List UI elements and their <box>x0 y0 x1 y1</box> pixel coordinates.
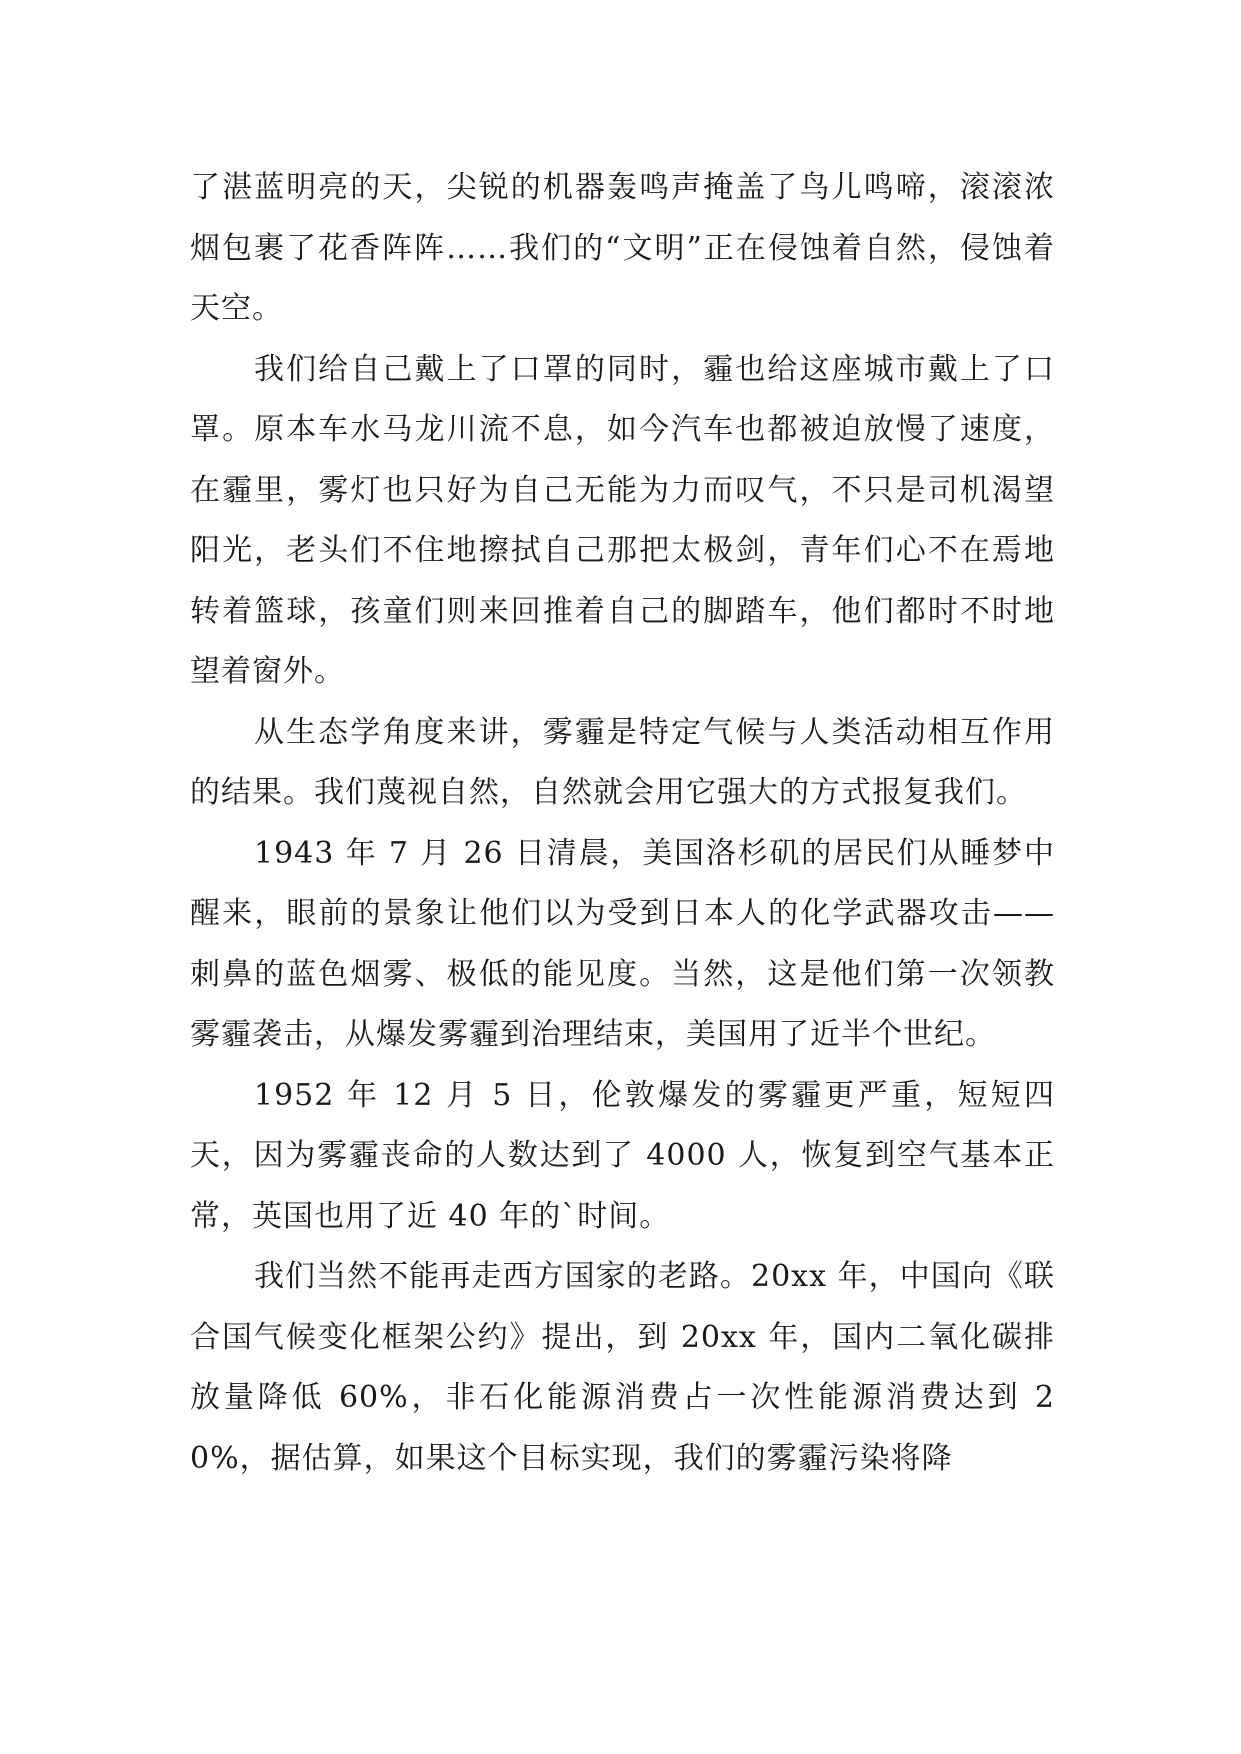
paragraph-china-targets: 我们当然不能再走西方国家的老路。20xx 年，中国向《联合国气候变化框架公约》提出，到 20xx 年，国内二氧化碳排放量降低 60%，非石化能源消费占一次性能源消费达到 20%，据估算，如果这个目标实现，我们的雾霾污染将降 <box>190 1259 1055 1476</box>
paragraph-continuation: 了湛蓝明亮的天，尖锐的机器轰鸣声掩盖了鸟儿鸣啼，滚滚浓烟包裹了花香阵阵……我们的“文明”正在侵蚀着自然，侵蚀着天空。 <box>190 170 1055 326</box>
paragraph-masks: 我们给自己戴上了口罩的同时，霾也给这座城市戴上了口罩。原本车水马龙川流不息，如今汽车也都被迫放慢了速度，在霾里，雾灯也只好为自己无能为力而叹气，不只是司机渴望阳光，老头们不住地擦拭自己那把太极剑，青年们心不在焉地转着篮球，孩童们则来回推着自己的脚踏车，他们都时不时地望着窗外。 <box>190 351 1055 689</box>
paragraph-los-angeles: 1943 年 7 月 26 日清晨，美国洛杉矶的居民们从睡梦中醒来，眼前的景象让他们以为受到日本人的化学武器攻击——刺鼻的蓝色烟雾、极低的能见度。当然，这是他们第一次领教雾霾袭击，从爆发雾霾到治理结束，美国用了近半个世纪。 <box>190 835 1055 1052</box>
paragraph-london: 1952 年 12 月 5 日，伦敦爆发的雾霾更严重，短短四天，因为雾霾丧命的人数达到了 4000 人，恢复到空气基本正常，英国也用了近 40 年的`时间。 <box>190 1077 1055 1234</box>
document-page <box>190 158 1055 1489</box>
paragraph-ecology: 从生态学角度来讲，雾霾是特定气候与人类活动相互作用的结果。我们蔑视自然，自然就会用它强大的方式报复我们。 <box>190 714 1055 810</box>
